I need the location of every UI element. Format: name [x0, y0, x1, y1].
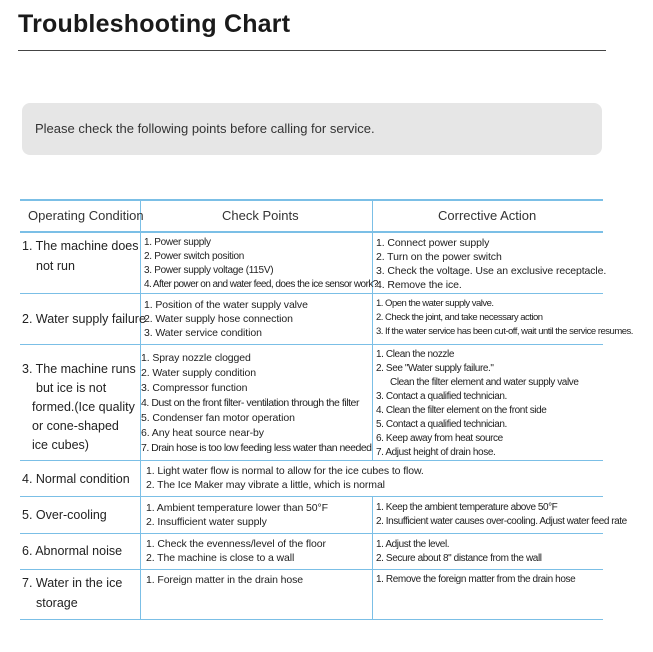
action-item: 2. See "Water supply failure."	[376, 363, 494, 374]
check-item: 2. Power switch position	[144, 251, 245, 262]
corrective-action-cell	[376, 573, 575, 587]
check-item: 2. The machine is close to a wall	[146, 552, 295, 564]
condition-text: 5. Over-cooling	[22, 508, 107, 522]
check-points-cell	[141, 351, 372, 456]
check-item: 1. Spray nozzle clogged	[141, 352, 251, 364]
header-check-points: Check Points	[222, 208, 299, 223]
action-item: 2. Secure about 8" distance from the wall	[376, 553, 542, 564]
header-corrective-action: Corrective Action	[438, 208, 537, 223]
check-item: 1. Power supply	[144, 237, 211, 248]
column-divider	[372, 496, 373, 619]
row-divider	[20, 533, 603, 534]
check-item: 2. Water supply condition	[141, 367, 257, 379]
check-item: 5. Condenser fan motor operation	[141, 412, 295, 424]
check-item: 2. Insufficient water supply	[146, 516, 267, 528]
corrective-action-cell	[376, 236, 606, 292]
condition-cell	[22, 505, 107, 525]
action-item: 1. Remove the foreign matter from the drain hose	[376, 574, 576, 585]
check-points-cell	[144, 298, 308, 340]
condition-text: 2. Water supply failure	[22, 312, 146, 326]
row-divider	[20, 569, 603, 570]
note-item: 1. Light water flow is normal to allow for the ice cubes to flow.	[146, 465, 424, 477]
check-item: 3. Power supply voltage (115V)	[144, 265, 274, 276]
note-item: 2. The Ice Maker may vibrate a little, which is normal	[146, 479, 385, 491]
check-item: 3. Compressor function	[141, 382, 248, 394]
condition-text: formed.(Ice quality	[32, 400, 135, 414]
action-item: 1. Clean the nozzle	[376, 349, 455, 360]
check-item: 1. Position of the water supply valve	[144, 299, 308, 311]
check-points-cell	[146, 537, 326, 565]
condition-text: not run	[36, 259, 75, 273]
corrective-action-cell	[376, 538, 542, 566]
condition-text: storage	[36, 596, 78, 610]
notice-box	[22, 103, 602, 155]
condition-cell	[22, 309, 146, 329]
action-item: 3. If the water service has been cut-off, wait until the service resumes.	[376, 326, 633, 337]
check-item: 3. Water service condition	[144, 327, 262, 339]
check-item: 6. Any heat source near-by	[141, 427, 264, 439]
action-item: 6. Keep away from heat source	[376, 433, 503, 444]
table-top-border	[20, 199, 603, 201]
condition-text: ice cubes)	[32, 438, 89, 452]
title-divider	[18, 50, 606, 51]
action-item: 1. Connect power supply	[376, 237, 490, 249]
check-item: 1. Foreign matter in the drain hose	[146, 574, 304, 586]
action-item: 4. Remove the ice.	[376, 279, 462, 291]
corrective-action-cell	[376, 297, 633, 339]
action-item: 7. Adjust height of drain hose.	[376, 447, 496, 458]
condition-text: 1. The machine does	[22, 239, 139, 253]
check-points-cell	[146, 573, 303, 587]
condition-text: or cone-shaped	[32, 419, 119, 433]
check-points-cell	[144, 236, 378, 292]
header-operating-condition: Operating Condition	[28, 208, 144, 223]
page-title: Troubleshooting Chart	[18, 10, 291, 38]
action-item: 3. Contact a qualified technician.	[376, 391, 507, 402]
corrective-action-cell	[376, 501, 627, 529]
condition-text: 7. Water in the ice	[22, 576, 123, 590]
condition-cell	[22, 541, 122, 561]
check-item: 4. After power on and water feed, does the ice sensor work?	[144, 279, 378, 290]
action-item: 2. Insufficient water causes over-cooling. Adjust water feed rate	[376, 516, 627, 527]
merged-note-cell	[146, 464, 424, 492]
action-item: 2. Check the joint, and take necessary action	[376, 312, 543, 323]
condition-cell	[22, 573, 122, 613]
notice-text: Please check the following points before calling for service.	[35, 121, 375, 136]
condition-text: but ice is not	[36, 381, 107, 395]
condition-text: 6. Abnormal noise	[22, 544, 123, 558]
action-item: Clean the filter element and water supply valve	[390, 377, 579, 388]
action-item: 1. Adjust the level.	[376, 539, 450, 550]
action-item: 3. Check the voltage. Use an exclusive receptacle.	[376, 265, 607, 277]
row-divider	[20, 496, 603, 497]
check-item: 7. Drain hose is too low feeding less water than needed	[141, 442, 372, 454]
action-item: 2. Turn on the power switch	[376, 251, 502, 263]
check-item: 1. Ambient temperature lower than 50°F	[146, 502, 328, 514]
corrective-action-cell	[376, 348, 579, 460]
check-item: 1. Check the evenness/level of the floor	[146, 538, 326, 550]
row-divider	[20, 344, 603, 345]
condition-text: 3. The machine runs	[22, 362, 136, 376]
action-item: 4. Clean the filter element on the front side	[376, 405, 547, 416]
condition-cell	[22, 236, 139, 276]
action-item: 1. Open the water supply valve.	[376, 298, 494, 309]
action-item: 1. Keep the ambient temperature above 50°F	[376, 502, 558, 513]
header-divider	[20, 231, 603, 233]
table-bottom-border	[20, 619, 603, 620]
check-item: 2. Water supply hose connection	[144, 313, 293, 325]
condition-cell	[22, 360, 136, 455]
row-divider	[20, 460, 603, 461]
condition-text: 4. Normal condition	[22, 472, 130, 486]
action-item: 5. Contact a qualified technician.	[376, 419, 507, 430]
check-item: 4. Dust on the front filter- ventilation through the filter	[141, 397, 359, 409]
row-divider	[20, 293, 603, 294]
condition-cell	[22, 469, 130, 489]
check-points-cell	[146, 501, 328, 529]
